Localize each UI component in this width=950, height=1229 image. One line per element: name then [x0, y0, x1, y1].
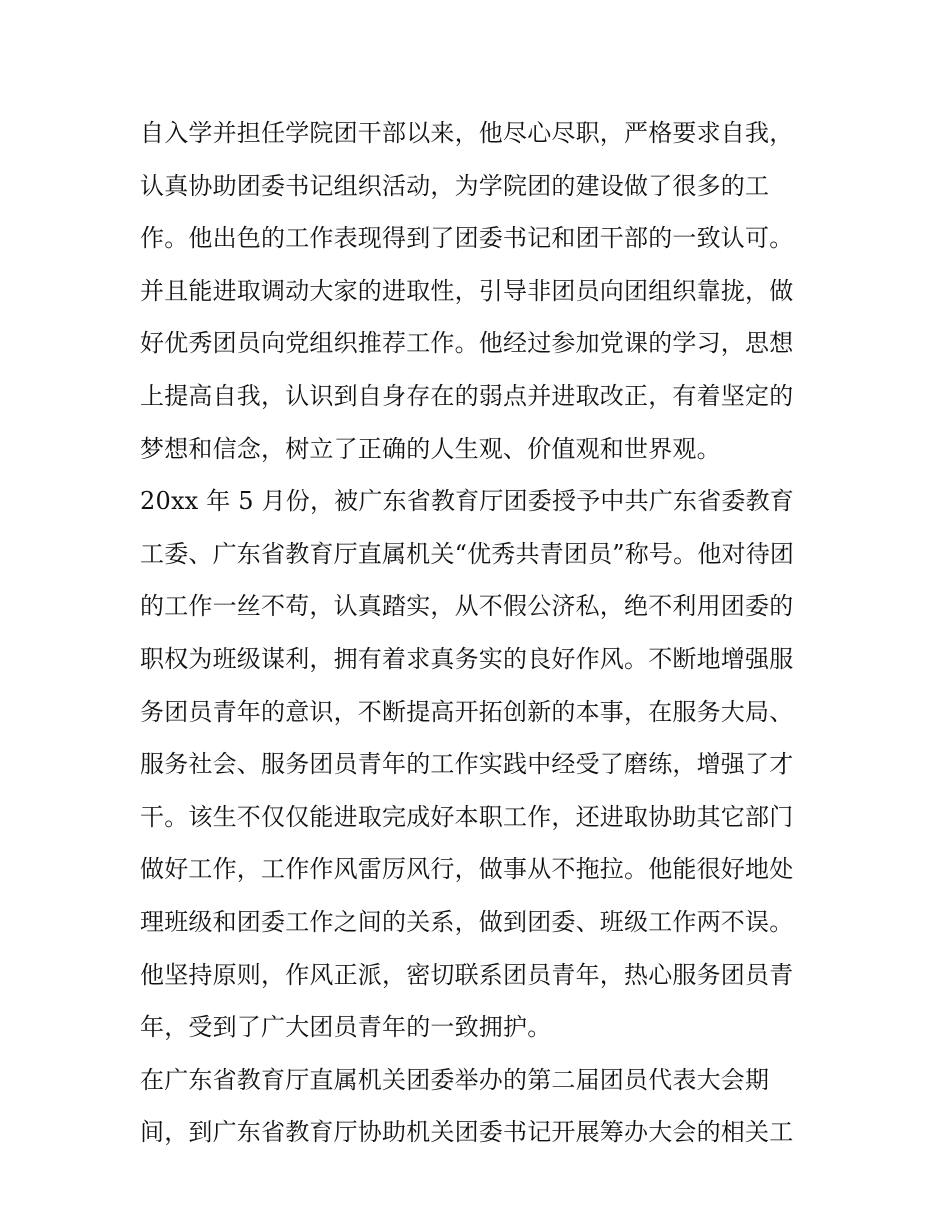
- text-line: 自入学并担任学院团干部以来，他尽心尽职，严格要求自我，: [140, 119, 794, 147]
- text-line: 20xx 年 5 月份，被广东省教育厅团委授予中共广东省委教育: [140, 487, 794, 516]
- text-line: 并且能进取调动大家的进取性，引导非团员向团组织靠拢，做: [140, 276, 794, 305]
- text-line: 上提高自我，认识到自身存在的弱点并进取改正，有着坚定的: [140, 381, 794, 410]
- text-line: 在广东省教育厅直属机关团委举办的第二届团员代表大会期: [140, 1065, 770, 1094]
- text-line: 务团员青年的意识，不断提高开拓创新的本事，在服务大局、: [140, 697, 794, 726]
- text-line: 理班级和团委工作之间的关系，做到团委、班级工作两不误。: [140, 907, 794, 936]
- text-line: 梦想和信念，树立了正确的人生观、价值观和世界观。: [140, 434, 721, 463]
- text-line: 他坚持原则，作风正派，密切联系团员青年，热心服务团员青: [140, 960, 794, 989]
- text-line: 做好工作，工作作风雷厉风行，做事从不拖拉。他能很好地处: [140, 855, 794, 884]
- text-line: 工委、广东省教育厅直属机关“优秀共青团员”称号。他对待团: [140, 539, 795, 568]
- document-body: [140, 107, 820, 1159]
- text-line: 干。该生不仅仅能进取完成好本职工作，还进取协助其它部门: [140, 802, 794, 831]
- text-line: 的工作一丝不苟，认真踏实，从不假公济私，绝不利用团委的: [140, 592, 794, 621]
- text-line: 职权为班级谋利，拥有着求真务实的良好作风。不断地增强服: [140, 644, 794, 673]
- text-line: 服务社会、服务团员青年的工作实践中经受了磨练，增强了才: [140, 750, 794, 779]
- text-line: 间，到广东省教育厅协助机关团委书记开展筹办大会的相关工: [140, 1118, 794, 1147]
- text-line: 年，受到了广大团员青年的一致拥护。: [140, 1013, 552, 1042]
- text-line: 好优秀团员向党组织推荐工作。他经过参加党课的学习，思想: [140, 329, 794, 358]
- text-line: 作。他出色的工作表现得到了团委书记和团干部的一致认可。: [140, 224, 794, 253]
- text-line: 认真协助团委书记组织活动，为学院团的建设做了很多的工: [140, 171, 770, 200]
